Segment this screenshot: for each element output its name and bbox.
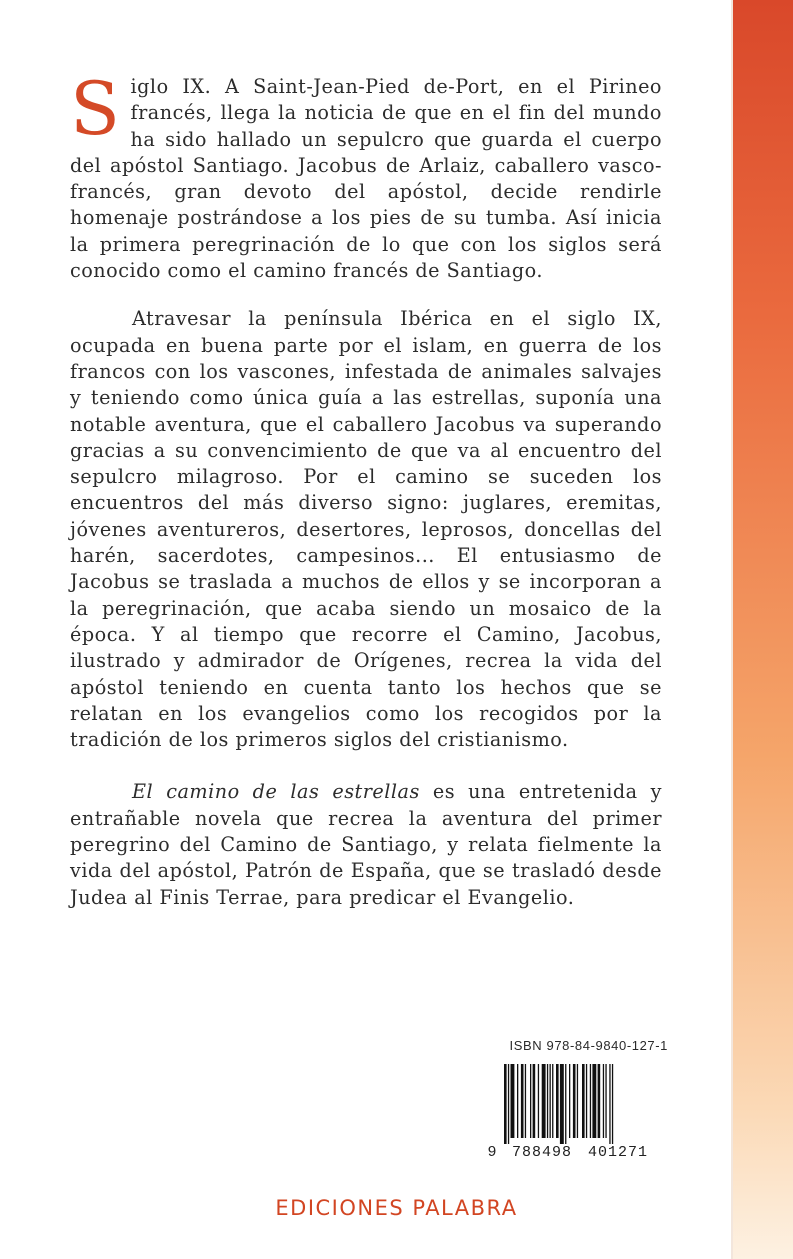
- barcode-bar: [603, 1064, 604, 1138]
- isbn-label: ISBN 978-84-9840-127-1: [509, 1038, 668, 1053]
- barcode-bar: [573, 1064, 576, 1138]
- barcode-bar: [504, 1064, 507, 1144]
- barcode-bar: [565, 1064, 566, 1144]
- blurb-paragraph-1-text: iglo IX. A Saint-Jean-Pied de-Port, en el Pirineo francés, llega la noticia de que en el fin del mundo ha sido hallado un sepulcro que guarda el cuerpo del apóstol Santiago. Jacobus de Arlaiz, caballero vasco-francés, gran devoto del apóstol, decide rendirle homenaje postrándose a los pies de su tumba. Así inicia la primera peregrinación de lo que con los siglos será conocido como el camino francés de Santiago.: [70, 75, 662, 283]
- barcode-bar: [609, 1064, 610, 1144]
- barcode: [478, 1064, 668, 1160]
- blurb-paragraph-3: [70, 779, 662, 910]
- barcode-bar: [547, 1064, 548, 1138]
- barcode-digits-left: 788498: [511, 1144, 573, 1160]
- blurb-paragraph-3-text: es una entretenida y entrañable novela que recrea la aventura del primer peregrino del Camino de Santiago, y relata fielmente la vida del apóstol, Patrón de España, que se trasladó desde Judea al Finis Terrae, para predicar el Evangelio.: [70, 780, 663, 909]
- barcode-bar: [542, 1064, 546, 1138]
- barcode-bar: [569, 1064, 570, 1138]
- barcode-bar: [521, 1064, 524, 1138]
- barcode-bar: [577, 1064, 578, 1138]
- barcode-digits-right: 401271: [587, 1144, 649, 1160]
- blurb-paragraph-2: Atravesar la península Ibérica en el siglo IX, ocupada en buena parte por el islam, en guerra de los francos con los vascones, infestada de animales salvajes y teniendo como única guía a las estrellas, suponía una notable aventura, que el caballero Jacobus va superando gracias a su convencimiento de que va al encuentro del sepulcro milagroso. Por el camino se suceden los encuentros del más diverso signo: juglares, eremitas, jóvenes aventureros, desertores, leprosos, doncellas del harén, sacerdotes, campesinos... El entusiasmo de Jacobus se traslada a muchos de ellos y se incorporan a la peregrinación, que acaba siendo un mosaico de la época. Y al tiempo que recorre el Camino, Jacobus, ilustrado y admirador de Orígenes, recrea la vida del apóstol teniendo en cuenta tanto los hechos que se relatan en los evangelios como los recogidos por la tradición de los primeros siglos del cristianismo.: [70, 307, 662, 752]
- barcode-bars: [504, 1064, 613, 1144]
- barcode-digit-first: 9: [487, 1144, 497, 1160]
- barcode-bar: [511, 1064, 515, 1138]
- barcode-bar: [598, 1064, 601, 1138]
- barcode-bar: [586, 1064, 587, 1138]
- publisher-name: EDICIONES PALABRA: [275, 1196, 518, 1220]
- barcode-bar: [605, 1064, 606, 1138]
- barcode-bar: [550, 1064, 551, 1138]
- barcode-bar: [552, 1064, 553, 1138]
- drop-cap-letter: S: [70, 67, 121, 152]
- barcode-bar: [556, 1064, 559, 1138]
- barcode-bar: [508, 1064, 509, 1144]
- barcode-bar: [538, 1064, 539, 1138]
- barcode-bar: [560, 1064, 564, 1144]
- barcode-bar: [590, 1064, 591, 1138]
- blurb-paragraph-1: [70, 67, 662, 284]
- barcode-bar: [582, 1064, 585, 1138]
- book-title-italic: El camino de las estrellas: [132, 780, 420, 804]
- barcode-bar: [592, 1064, 596, 1138]
- barcode-bar: [612, 1064, 613, 1144]
- spine-gradient-stripe: [733, 0, 793, 1259]
- barcode-bar: [533, 1064, 536, 1138]
- barcode-bar: [530, 1064, 531, 1138]
- barcode-bar: [525, 1064, 526, 1138]
- barcode-bar: [517, 1064, 518, 1138]
- blurb-text: [70, 67, 663, 911]
